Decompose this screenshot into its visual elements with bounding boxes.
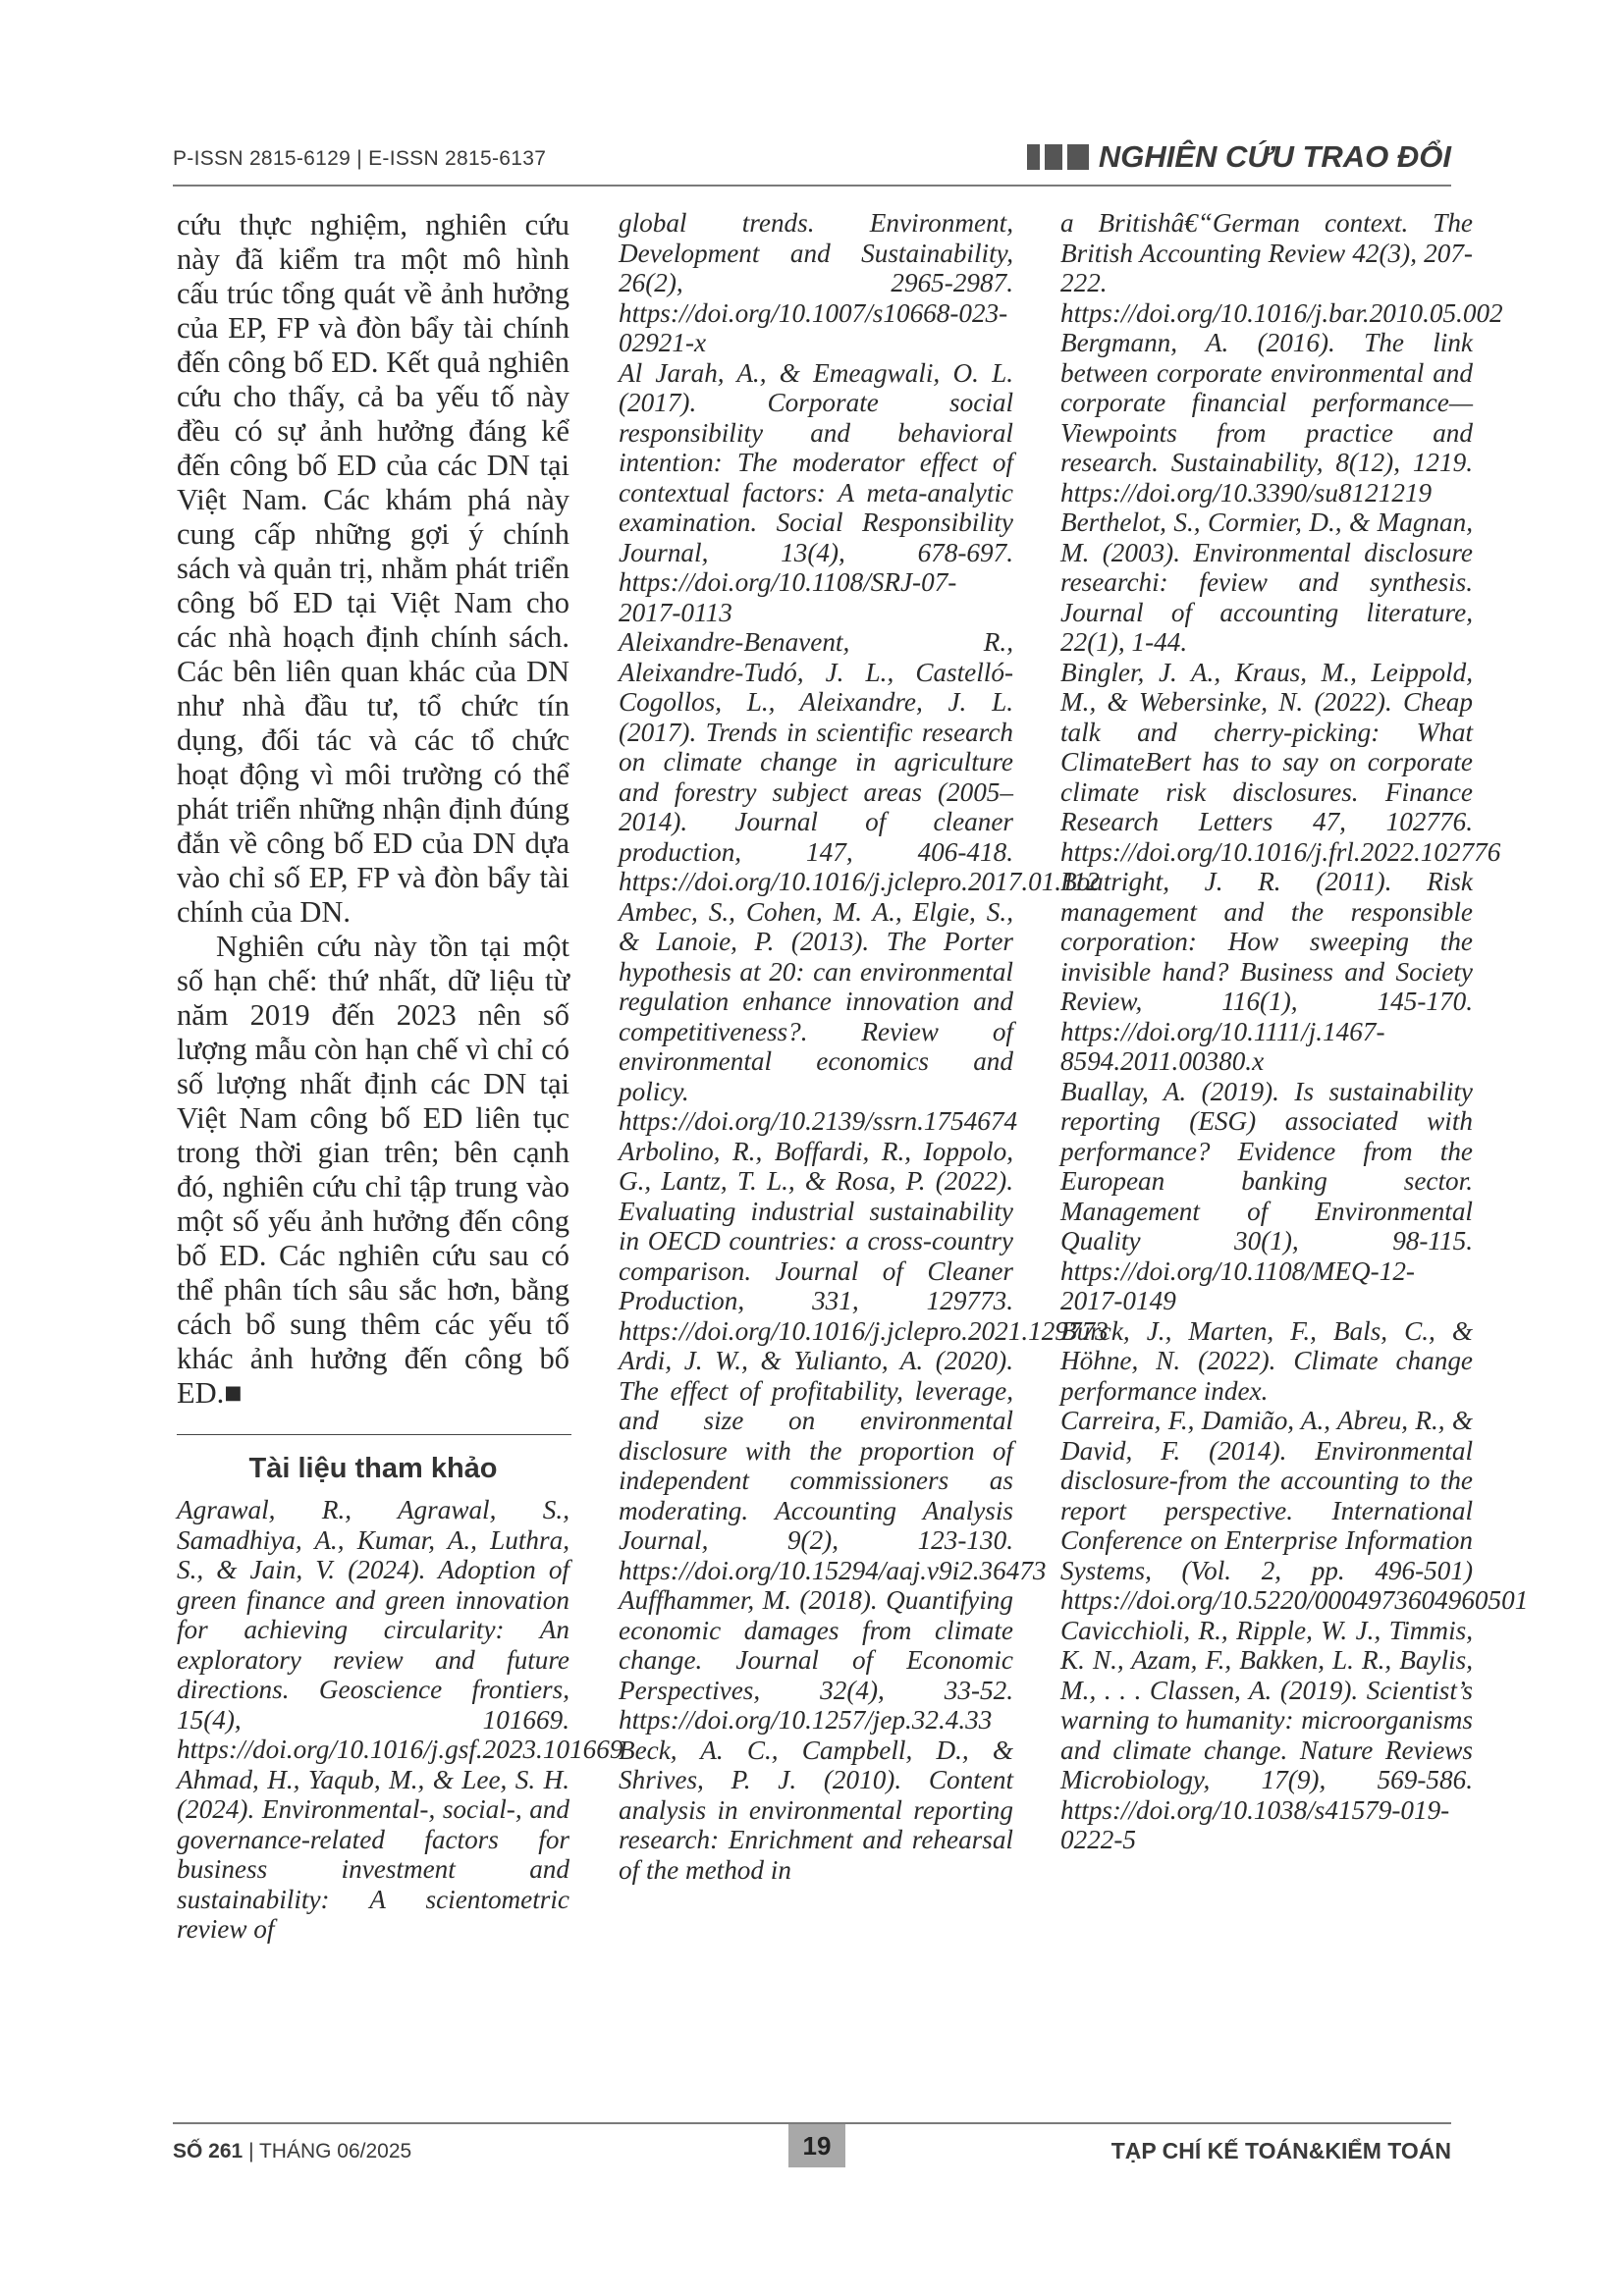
- reference-item: Bergmann, A. (2016). The link between corporate environmental and corporate financial performance—Viewpoints from practice and research. Sustainability, 8(12), 1219. https://doi.org/10.3390/su8121219: [1060, 328, 1473, 507]
- reference-item: Ambec, S., Cohen, M. A., Elgie, S., & Lanoie, P. (2013). The Porter hypothesis at 20: can environmental regulation enhance innovation and competitiveness?. Review of environmental economics and policy. https://doi.org/10.2139/ssrn.1754674: [619, 896, 1018, 1136]
- issue-month: | THÁNG 06/2025: [248, 2140, 412, 2163]
- reference-item: Ahmad, H., Yaqub, M., & Lee, S. H. (2024). Environmental-, social-, and governance-related factors for business investment and sustainability: A scientometric review of: [177, 1764, 569, 1944]
- reference-item: Cavicchioli, R., Ripple, W. J., Timmis, K. N., Azam, F., Bakken, L. R., Baylis, M., . . . Classen, A. (2019). Scientist’s warning to humanity: microorganisms and climate change. Nature Reviews Microbiology, 17(9), 569-586. https://doi.org/10.1038/s41579-019-0222-5: [1060, 1615, 1473, 1854]
- reference-item: a Britishâ€“German context. The British Accounting Review 42(3), 207-222. https://doi.org/10.1016/j.bar.2010.05.002: [1060, 208, 1503, 328]
- header-rule: [173, 185, 1451, 187]
- reference-item: Boatright, J. R. (2011). Risk management and the responsible corporation: How sweeping the invisible hand? Business and Society Review, 116(1), 145-170. https://doi.org/10.1111/j.1467-8594.2011.00380.x: [1060, 867, 1473, 1076]
- reference-item: Berthelot, S., Cormier, D., & Magnan, M. (2003). Environmental disclosure researchi: feview and synthesis. Journal of accounting literature, 22(1), 1-44.: [1060, 507, 1473, 657]
- references-title: Tài liệu tham khảo: [248, 1453, 498, 1484]
- reference-item: Auffhammer, M. (2018). Quantifying economic damages from climate change. Journal of Economic Perspectives, 32(4), 33-52. https://doi.org/10.1257/jep.32.4.33: [619, 1585, 1013, 1735]
- references-divider: [177, 1434, 571, 1435]
- reference-item: Agrawal, R., Agrawal, S., Samadhiya, A., Kumar, A., Luthra, S., & Jain, V. (2024). Adoption of green finance and green innovation for achieving circularity: An exploratory review and future directions. Geoscience frontiers, 15(4), 101669. https://doi.org/10.1016/j.gsf.2023.101669: [177, 1495, 623, 1764]
- footer-issue: [173, 2140, 411, 2163]
- reference-item: Carreira, F., Damião, A., Abreu, R., & David, F. (2014). Environmental disclosure-from the accounting to the report perspective. International Conference on Enterprise Information Systems, (Vol. 2, pp. 496-501) https://doi.org/10.5220/0004973604960501: [1060, 1406, 1529, 1615]
- column-3: [1060, 208, 1529, 1855]
- header-bars-decoration: [1027, 144, 1089, 170]
- body-paragraph-2: Nghiên cứu này tồn tại một số hạn chế: thứ nhất, dữ liệu từ năm 2019 đến 2023 nên số lượng mẫu còn hạn chế vì chỉ có số lượng nhất định các DN tại Việt Nam công bố ED liên tục trong thời gian trên; bên cạnh đó, nghiên cứu chỉ tập trung vào một số yếu ảnh hưởng đến công bố ED. Các nghiên cứu sau có thể phân tích sâu sắc hơn, bằng cách bổ sung thêm các yếu tố khác ảnh hưởng đến công bố ED.■: [177, 930, 569, 1410]
- reference-item: Ardi, J. W., & Yulianto, A. (2020). The effect of profitability, leverage, and size on environmental disclosure with the proportion of independent commissioners as moderating. Accounting Analysis Journal, 9(2), 123-130. https://doi.org/10.15294/aaj.v9i2.36473: [619, 1346, 1047, 1585]
- column-2: [619, 208, 1109, 1885]
- issue-number: SỐ 261: [173, 2140, 244, 2163]
- reference-item: Burck, J., Marten, F., Bals, C., & Höhne, N. (2022). Climate change performance index.: [1060, 1315, 1473, 1406]
- reference-item: Bingler, J. A., Kraus, M., Leippold, M., & Webersinke, N. (2022). Cheap talk and cherry-picking: What ClimateBert has to say on corporate climate risk disclosures. Finance Research Letters 47, 102776. https://doi.org/10.1016/j.frl.2022.102776: [1060, 657, 1501, 867]
- reference-item: Beck, A. C., Campbell, D., & Shrives, P. J. (2010). Content analysis in environmental reporting research: Enrichment and rehearsal of the method in: [619, 1735, 1013, 1885]
- journal-name: TẠP CHÍ KẾ TOÁN&KIỂM TOÁN: [1110, 2138, 1451, 2163]
- reference-item: Aleixandre-Benavent, R., Aleixandre-Tudó, J. L., Castelló-Cogollos, L., Aleixandre, J. L. (2017). Trends in scientific research on climate change in agriculture and forestry subject areas (2005–2014). Journal of cleaner production, 147, 406-418. https://doi.org/10.1016/j.jclepro.2017.01.112: [619, 627, 1100, 896]
- reference-item: Al Jarah, A., & Emeagwali, O. L. (2017). Corporate social responsibility and behavioral intention: The moderator effect of contextual factors: A meta-analytic examination. Social Responsibility Journal, 13(4), 678-697. https://doi.org/10.1108/SRJ-07-2017-0113: [619, 357, 1013, 627]
- issn-header: P-ISSN 2815-6129 | E-ISSN 2815-6137: [173, 147, 547, 170]
- reference-item: Buallay, A. (2019). Is sustainability reporting (ESG) associated with performance? Evidence from the European banking sector. Management of Environmental Quality 30(1), 98-115. https://doi.org/10.1108/MEQ-12-2017-0149: [1060, 1076, 1473, 1315]
- page-number: 19: [788, 2124, 845, 2167]
- section-title: NGHIÊN CỨU TRAO ĐỔI: [1098, 139, 1451, 174]
- section-header: [1027, 139, 1451, 175]
- column-1: [177, 208, 623, 1945]
- reference-item: global trends. Environment, Development and Sustainability, 26(2), 2965-2987. https://doi.org/10.1007/s10668-023-02921-x: [619, 208, 1013, 357]
- body-paragraph-1: cứu thực nghiệm, nghiên cứu này đã kiểm tra một mô hình cấu trúc tổng quát về ảnh hưởng của EP, FP và đòn bẩy tài chính đến công bố ED. Kết quả nghiên cứu cho thấy, cả ba yếu tố này đều có sự ảnh hưởng đáng kể đến công bố ED của các DN tại Việt Nam. Các khám phá này cung cấp những gợi ý chính sách và quản trị, nhằm phát triển công bố ED tại Việt Nam cho các nhà hoạch định chính sách. Các bên liên quan khác của DN như nhà đầu tư, tổ chức tín dụng, đối tác và các tổ chức hoạt động vì môi trường có thể phát triển những nhận định đúng đắn về công bố ED của DN dựa vào chỉ số EP, FP và đòn bẩy tài chính của DN.: [177, 208, 569, 929]
- reference-item: Arbolino, R., Boffardi, R., Ioppolo, G., Lantz, T. L., & Rosa, P. (2022). Evaluating industrial sustainability in OECD countries: a cross-country comparison. Journal of Cleaner Production, 331, 129773. https://doi.org/10.1016/j.jclepro.2021.129773: [619, 1136, 1109, 1346]
